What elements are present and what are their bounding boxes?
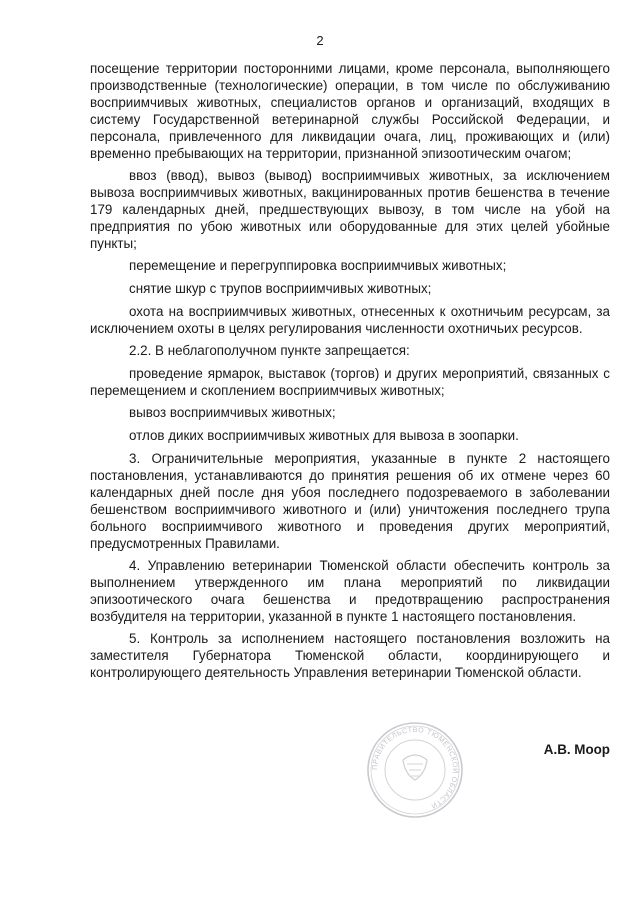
paragraph: 4. Управлению ветеринарии Тюменской области обеспечить контроль за выполнением утвержденного им плана мероприятий по ликвидации эпизоотического очага бешенства и предотвращению распространения возбудителя на территории, указанной в пункте 1 настоящего постановления. <box>90 558 610 624</box>
paragraph: охота на восприимчивых животных, отнесенных к охотничьим ресурсам, за исключением охоты в целях регулирования численности охотничьих ресурсов. <box>90 304 610 336</box>
document-body <box>90 60 610 686</box>
seal-text: ПРАВИТЕЛЬСТВО ТЮМЕНСКОЙ ОБЛАСТИ <box>371 726 459 810</box>
paragraph: ввоз (ввод), вывоз (вывод) восприимчивых животных, за исключением вывоза восприимчивых животных, вакцинированных против бешенства в течение 179 календарных дней, предшествующих вывозу, в том числе на убой на предприятия по убою животных или оборудованные для этих целей убойные пункты; <box>90 168 610 251</box>
paragraph: отлов диких восприимчивых животных для вывоза в зоопарки. <box>129 428 519 443</box>
paragraph: вывоз восприимчивых животных; <box>129 405 336 420</box>
official-seal-icon <box>365 720 465 820</box>
paragraph: 5. Контроль за исполнением настоящего постановления возложить на заместителя Губернатора Тюменской области, координирующего и контролирующего деятельность Управления ветеринарии Тюменской области. <box>90 631 610 680</box>
paragraph: посещение территории посторонними лицами, кроме персонала, выполняющего производственные (технологические) операции, в том числе по обслуживанию восприимчивых животных, специалистов органов и организаций, входящих в систему Государственной ветеринарной службы Российской Федерации, и персонала, привлеченного для ликвидации очага, лиц, проживающих и (или) временно пребывающих на территории, признанной эпизоотическим очагом; <box>90 61 610 161</box>
paragraph: 3. Ограничительные мероприятия, указанные в пункте 2 настоящего постановления, устанавливаются до принятия решения об их отмене через 60 календарных дней после дня убоя последнего подозреваемого в заболевании бешенством восприимчивого животного и (или) уничтожения последнего трупа больного восприимчивого животного и проведения других мероприятий, предусмотренных Правилами. <box>90 451 610 551</box>
page-number: 2 <box>316 33 324 48</box>
signature-name: А.В. Моор <box>543 742 610 757</box>
paragraph: снятие шкур с трупов восприимчивых животных; <box>129 281 432 296</box>
paragraph: проведение ярмарок, выставок (торгов) и других мероприятий, связанных с перемещением и скоплением восприимчивых животных; <box>90 366 610 398</box>
paragraph: перемещение и перегруппировка восприимчивых животных; <box>129 258 507 273</box>
paragraph: 2.2. В неблагополучном пункте запрещается: <box>129 343 410 358</box>
